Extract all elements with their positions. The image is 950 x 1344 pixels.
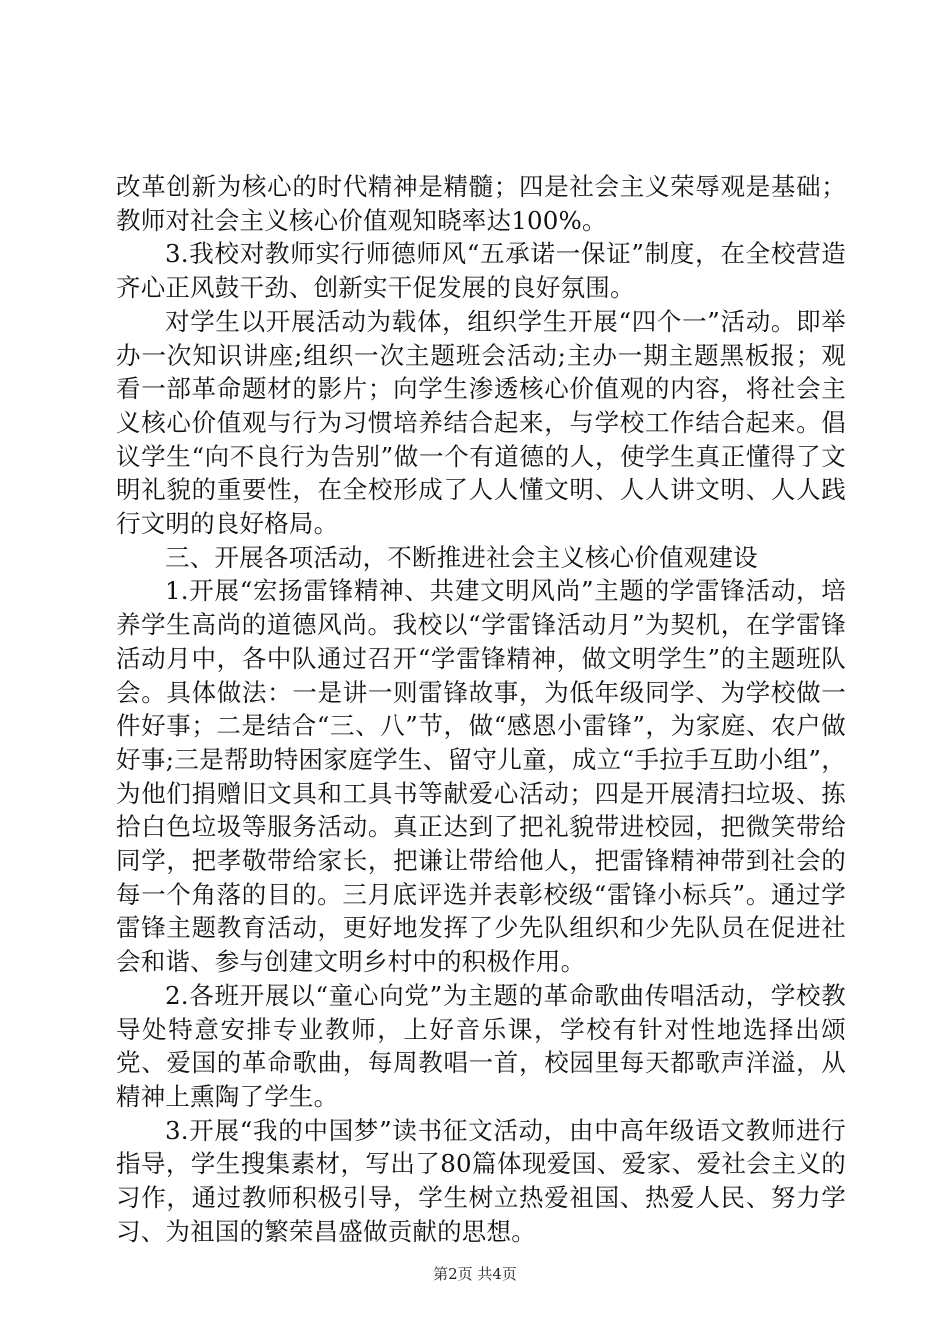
- paragraph-continued: 改革创新为核心的时代精神是精髓；四是社会主义荣辱观是基础；教师对社会主义核心价值观知晓率达100%。: [116, 172, 846, 235]
- document-body: [116, 170, 846, 1249]
- paragraph-lei-feng: 1.开展“宏扬雷锋精神、共建文明风尚”主题的学雷锋活动，培养学生高尚的道德风尚。我校以“学雷锋活动月”为契机，在学雷锋活动月中，各中队通过召开“学雷锋精神，做文明学生”的主题班队会。具体做法：一是讲一则雷锋故事，为低年级同学、为学校做一件好事；二是结合“三、八”节，做“感恩小雷锋”，为家庭、农户做好事;三是帮助特困家庭学生、留守儿童，成立“手拉手互助小组”，为他们捐赠旧文具和工具书等献爱心活动；四是开展清扫垃圾、拣拾白色垃圾等服务活动。真正达到了把礼貌带进校园，把微笑带给同学，把孝敬带给家长，把谦让带给他人，把雷锋精神带到社会的每一个角落的目的。三月底评选并表彰校级“雷锋小标兵”。通过学雷锋主题教育活动，更好地发挥了少先队组织和少先队员在促进社会和谐、参与创建文明乡村中的积极作用。: [116, 576, 846, 977]
- paragraph-essay-contest: 3.开展“我的中国梦”读书征文活动，由中高年级语文教师进行指导，学生搜集素材，写出了80篇体现爱国、爱家、爱社会主义的习作，通过教师积极引导，学生树立热爱祖国、热爱人民、努力学习、为祖国的繁荣昌盛做贡献的思想。: [116, 1115, 846, 1246]
- section-heading: 三、开展各项活动，不断推进社会主义核心价值观建设: [165, 542, 758, 572]
- paragraph-teacher-ethics: 3.我校对教师实行师德师风“五承诺一保证”制度，在全校营造齐心正风鼓干劲、创新实干促发展的良好氛围。: [116, 239, 846, 303]
- paragraph-student-activities: 对学生以开展活动为载体，组织学生开展“四个一”活动。即举办一次知识讲座;组织一次主题班会活动;主办一期主题黑板报；观看一部革命题材的影片；向学生渗透核心价值观的内容，将社会主义核心价值观与行为习惯培养结合起来，与学校工作结合起来。倡议学生“向不良行为告别”做一个有道德的人，使学生真正懂得了文明礼貌的重要性，在全校形成了人人懂文明、人人讲文明、人人践行文明的良好格局。: [116, 306, 846, 539]
- page-number-footer: 第2页 共4页: [433, 1265, 517, 1283]
- paragraph-songs: 2.各班开展以“童心向党”为主题的革命歌曲传唱活动，学校教导处特意安排专业教师，上好音乐课，学校有针对性地选择出颂党、爱国的革命歌曲，每周教唱一首，校园里每天都歌声洋溢，从精神上熏陶了学生。: [116, 980, 846, 1111]
